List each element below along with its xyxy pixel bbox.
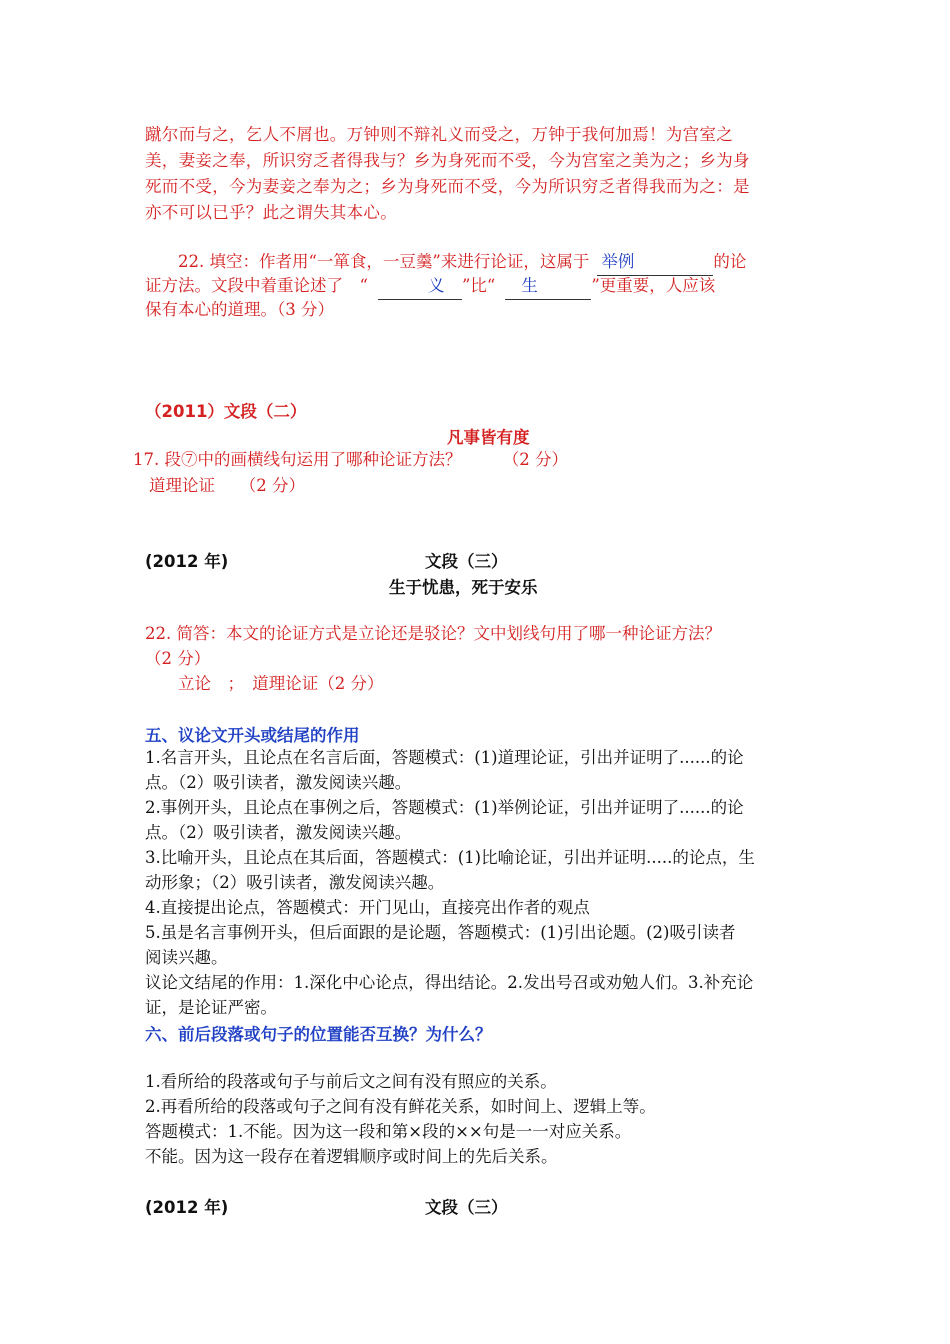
passage-label: 文段（三）: [425, 1198, 508, 1217]
quote-line: 死而不受，今为妻妾之奉为之；乡为身死而不受，今为所识穷乏者得我而为之：是: [145, 177, 750, 196]
section-heading: 六、前后段落或句子的位置能否互换？为什么？: [145, 1025, 492, 1044]
body-line: 证，是论证严密。: [145, 998, 277, 1017]
article-title: 凡事皆有度: [447, 428, 530, 447]
question-text: 22. 简答：本文的论证方式是立论还是驳论？文中划线句用了哪一种论证方法？: [145, 624, 721, 643]
question-line: 保有本心的道理。（3 分）: [145, 300, 334, 319]
body-line: 点。（2）吸引读者，激发阅读兴趣。: [145, 773, 412, 792]
answer-blank: 义: [378, 274, 462, 300]
year-label: (2012 年): [145, 1198, 229, 1217]
body-line: 议论文结尾的作用：1.深化中心论点，得出结论。2.发出号召或劝勉人们。3.补充论: [145, 973, 754, 992]
question-text: 证方法。文段中着重论述了 “: [145, 276, 368, 295]
body-line: 1.看所给的段落或句子与前后文之间有没有照应的关系。: [145, 1072, 557, 1091]
article-title: 生于忧患，死于安乐: [389, 578, 538, 597]
body-line: 4.直接提出论点，答题模式：开门见山，直接亮出作者的观点: [145, 898, 590, 917]
question-text: ”更重要，人应该: [591, 276, 716, 295]
body-line: 点。（2）吸引读者，激发阅读兴趣。: [145, 823, 412, 842]
answer-text: 道理论证 （2 分）: [149, 476, 305, 495]
body-line: 答题模式：1.不能。因为这一段和第×段的××句是一一对应关系。: [145, 1122, 632, 1141]
question-text: ”比“: [461, 276, 496, 295]
body-line: 不能。因为这一段存在着逻辑顺序或时间上的先后关系。: [145, 1147, 558, 1166]
question-text: （2 分）: [145, 649, 211, 668]
answer-blank: 生: [505, 274, 591, 300]
body-line: 3.比喻开头，且论点在其后面，答题模式：(1)比喻论证，引出并证明.....的论点，生: [145, 848, 755, 867]
year-label: (2012 年): [145, 552, 229, 571]
question-text: 的论: [713, 252, 747, 271]
quote-line: 蹴尔而与之，乞人不屑也。万钟则不辩礼义而受之，万钟于我何加焉！为宫室之: [145, 125, 733, 144]
body-line: 阅读兴趣。: [145, 948, 228, 967]
body-line: 2.再看所给的段落或句子之间有没有鲜花关系，如时间上、逻辑上等。: [145, 1097, 656, 1116]
question-line: [145, 274, 810, 300]
answer-blank: 举例: [597, 250, 713, 276]
question-text: 17. 段⑦中的画横线句运用了哪种论证方法？ （2 分）: [133, 450, 568, 469]
passage-label: 文段（三）: [425, 552, 508, 571]
question-text: 22. 填空：作者用“一箪食，一豆羹”来进行论证，这属于: [178, 252, 590, 271]
answer-text: 立论 ； 道理论证（2 分）: [178, 674, 384, 693]
section-heading: 五、议论文开头或结尾的作用: [145, 726, 360, 745]
quote-line: 美，妻妾之奉，所识穷乏者得我与？乡为身死而不受，今为宫室之美为之；乡为身: [145, 151, 750, 170]
question-line: [178, 250, 810, 276]
quote-line: 亦不可以已乎？此之谓失其本心。: [145, 203, 397, 222]
body-line: 5.虽是名言事例开头，但后面跟的是论题，答题模式：(1)引出论题。(2)吸引读者: [145, 923, 736, 942]
section-heading: （2011）文段（二）: [145, 402, 307, 421]
body-line: 动形象；（2）吸引读者，激发阅读兴趣。: [145, 873, 445, 892]
body-line: 2.事例开头，且论点在事例之后，答题模式：(1)举例论证，引出并证明了......的论: [145, 798, 744, 817]
body-line: 1.名言开头，且论点在名言后面，答题模式：(1)道理论证，引出并证明了......的论: [145, 748, 744, 767]
